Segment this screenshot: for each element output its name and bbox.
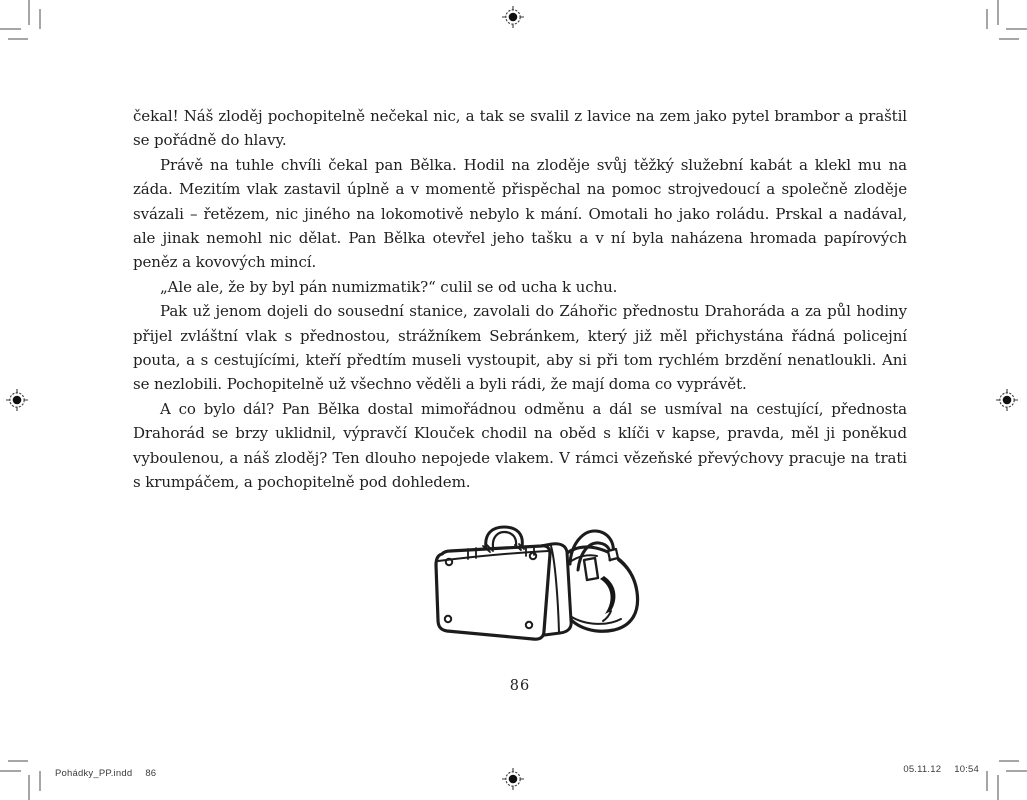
crop-mark-line bbox=[999, 38, 1019, 40]
crop-mark-line bbox=[39, 9, 41, 29]
suitcase-and-bag-illustration bbox=[420, 518, 660, 658]
crop-mark-line bbox=[8, 760, 28, 762]
crop-mark-line bbox=[1006, 770, 1027, 772]
crop-mark-line bbox=[986, 771, 988, 791]
crop-mark-line bbox=[28, 775, 30, 800]
crop-mark-line bbox=[997, 775, 999, 800]
crop-mark-line bbox=[986, 9, 988, 29]
slug-datetime bbox=[903, 764, 979, 775]
paragraph: „Ale ale, že by byl pán numizmatik?“ culil se od ucha k uchu. bbox=[160, 277, 618, 296]
paragraph: Pak už jenom dojeli do sousední stanice, zavolali do Záhořic přednostu Drahoráda a za půl hodiny přijel zvláštní vlak s přednostou, strážníkem Sebránkem, který již měl přichystána řádná policejní pouta, a s cestujícími, kteří předtím museli vystoupit, aby si při tom rychlém brzdění nenatloukli. Ani se nezlobili. Pochopitelně už všechno věděli a byli rádi, že mají doma co vyprávět. bbox=[133, 302, 907, 394]
paragraph: A co bylo dál? Pan Bělka dostal mimořádnou odměnu a dál se usmíval na cestující, přednosta Drahorád se brzy uklidnil, výpravčí Klouček chodil na oběd s klíči v kapse, pravda, měl ji poněkud vyboulenou, a náš zloděj? Ten dlouho nepojede vlakem. V rámci vězeňské převýchovy pracuje na trati s krumpáčem, a pochopitelně pod dohledem. bbox=[133, 399, 907, 492]
crop-mark-line bbox=[1006, 28, 1027, 30]
slug-file-text: Pohádky_PP.indd bbox=[55, 768, 133, 779]
crop-mark-line bbox=[0, 28, 21, 30]
crop-mark-line bbox=[999, 760, 1019, 762]
paragraph: čekal! Náš zloděj pochopitelně nečekal nic, a tak se svalil z lavice na zem jako pytel brambor a praštil se pořádně do hlavy. bbox=[133, 107, 907, 150]
crop-mark-line bbox=[997, 0, 999, 25]
slug-page-text: 86 bbox=[145, 768, 157, 779]
story-text-block bbox=[133, 104, 907, 495]
page-number: 86 bbox=[509, 678, 531, 694]
crop-mark-line bbox=[0, 770, 21, 772]
slug-date-text: 05.11.12 bbox=[903, 764, 942, 775]
slug-filename bbox=[55, 768, 156, 779]
paragraph: Právě na tuhle chvíli čekal pan Bělka. Hodil na zloděje svůj těžký služební kabát a klekl mu na záda. Mezitím vlak zastavil úplně a v momentě přispěchal na pomoc strojvedoucí a společně zloděje svázali – řetězem, nic jiného na lokomotivě nebylo k mání. Omotali ho jako roládu. Prskal a nadával, ale jinak nemohl nic dělat. Pan Bělka otevřel jeho tašku a v ní byla naházena hromada papírových peněz a kovových mincí. bbox=[133, 155, 907, 272]
registration-mark-icon bbox=[4, 387, 30, 413]
crop-mark-line bbox=[28, 0, 30, 25]
crop-mark-line bbox=[39, 771, 41, 791]
slug-time-text: 10:54 bbox=[954, 764, 979, 775]
suitcase-drawing bbox=[436, 527, 571, 639]
crop-mark-line bbox=[8, 38, 28, 40]
registration-mark-icon bbox=[500, 766, 526, 792]
registration-mark-icon bbox=[500, 4, 526, 30]
registration-mark-icon bbox=[994, 387, 1020, 413]
